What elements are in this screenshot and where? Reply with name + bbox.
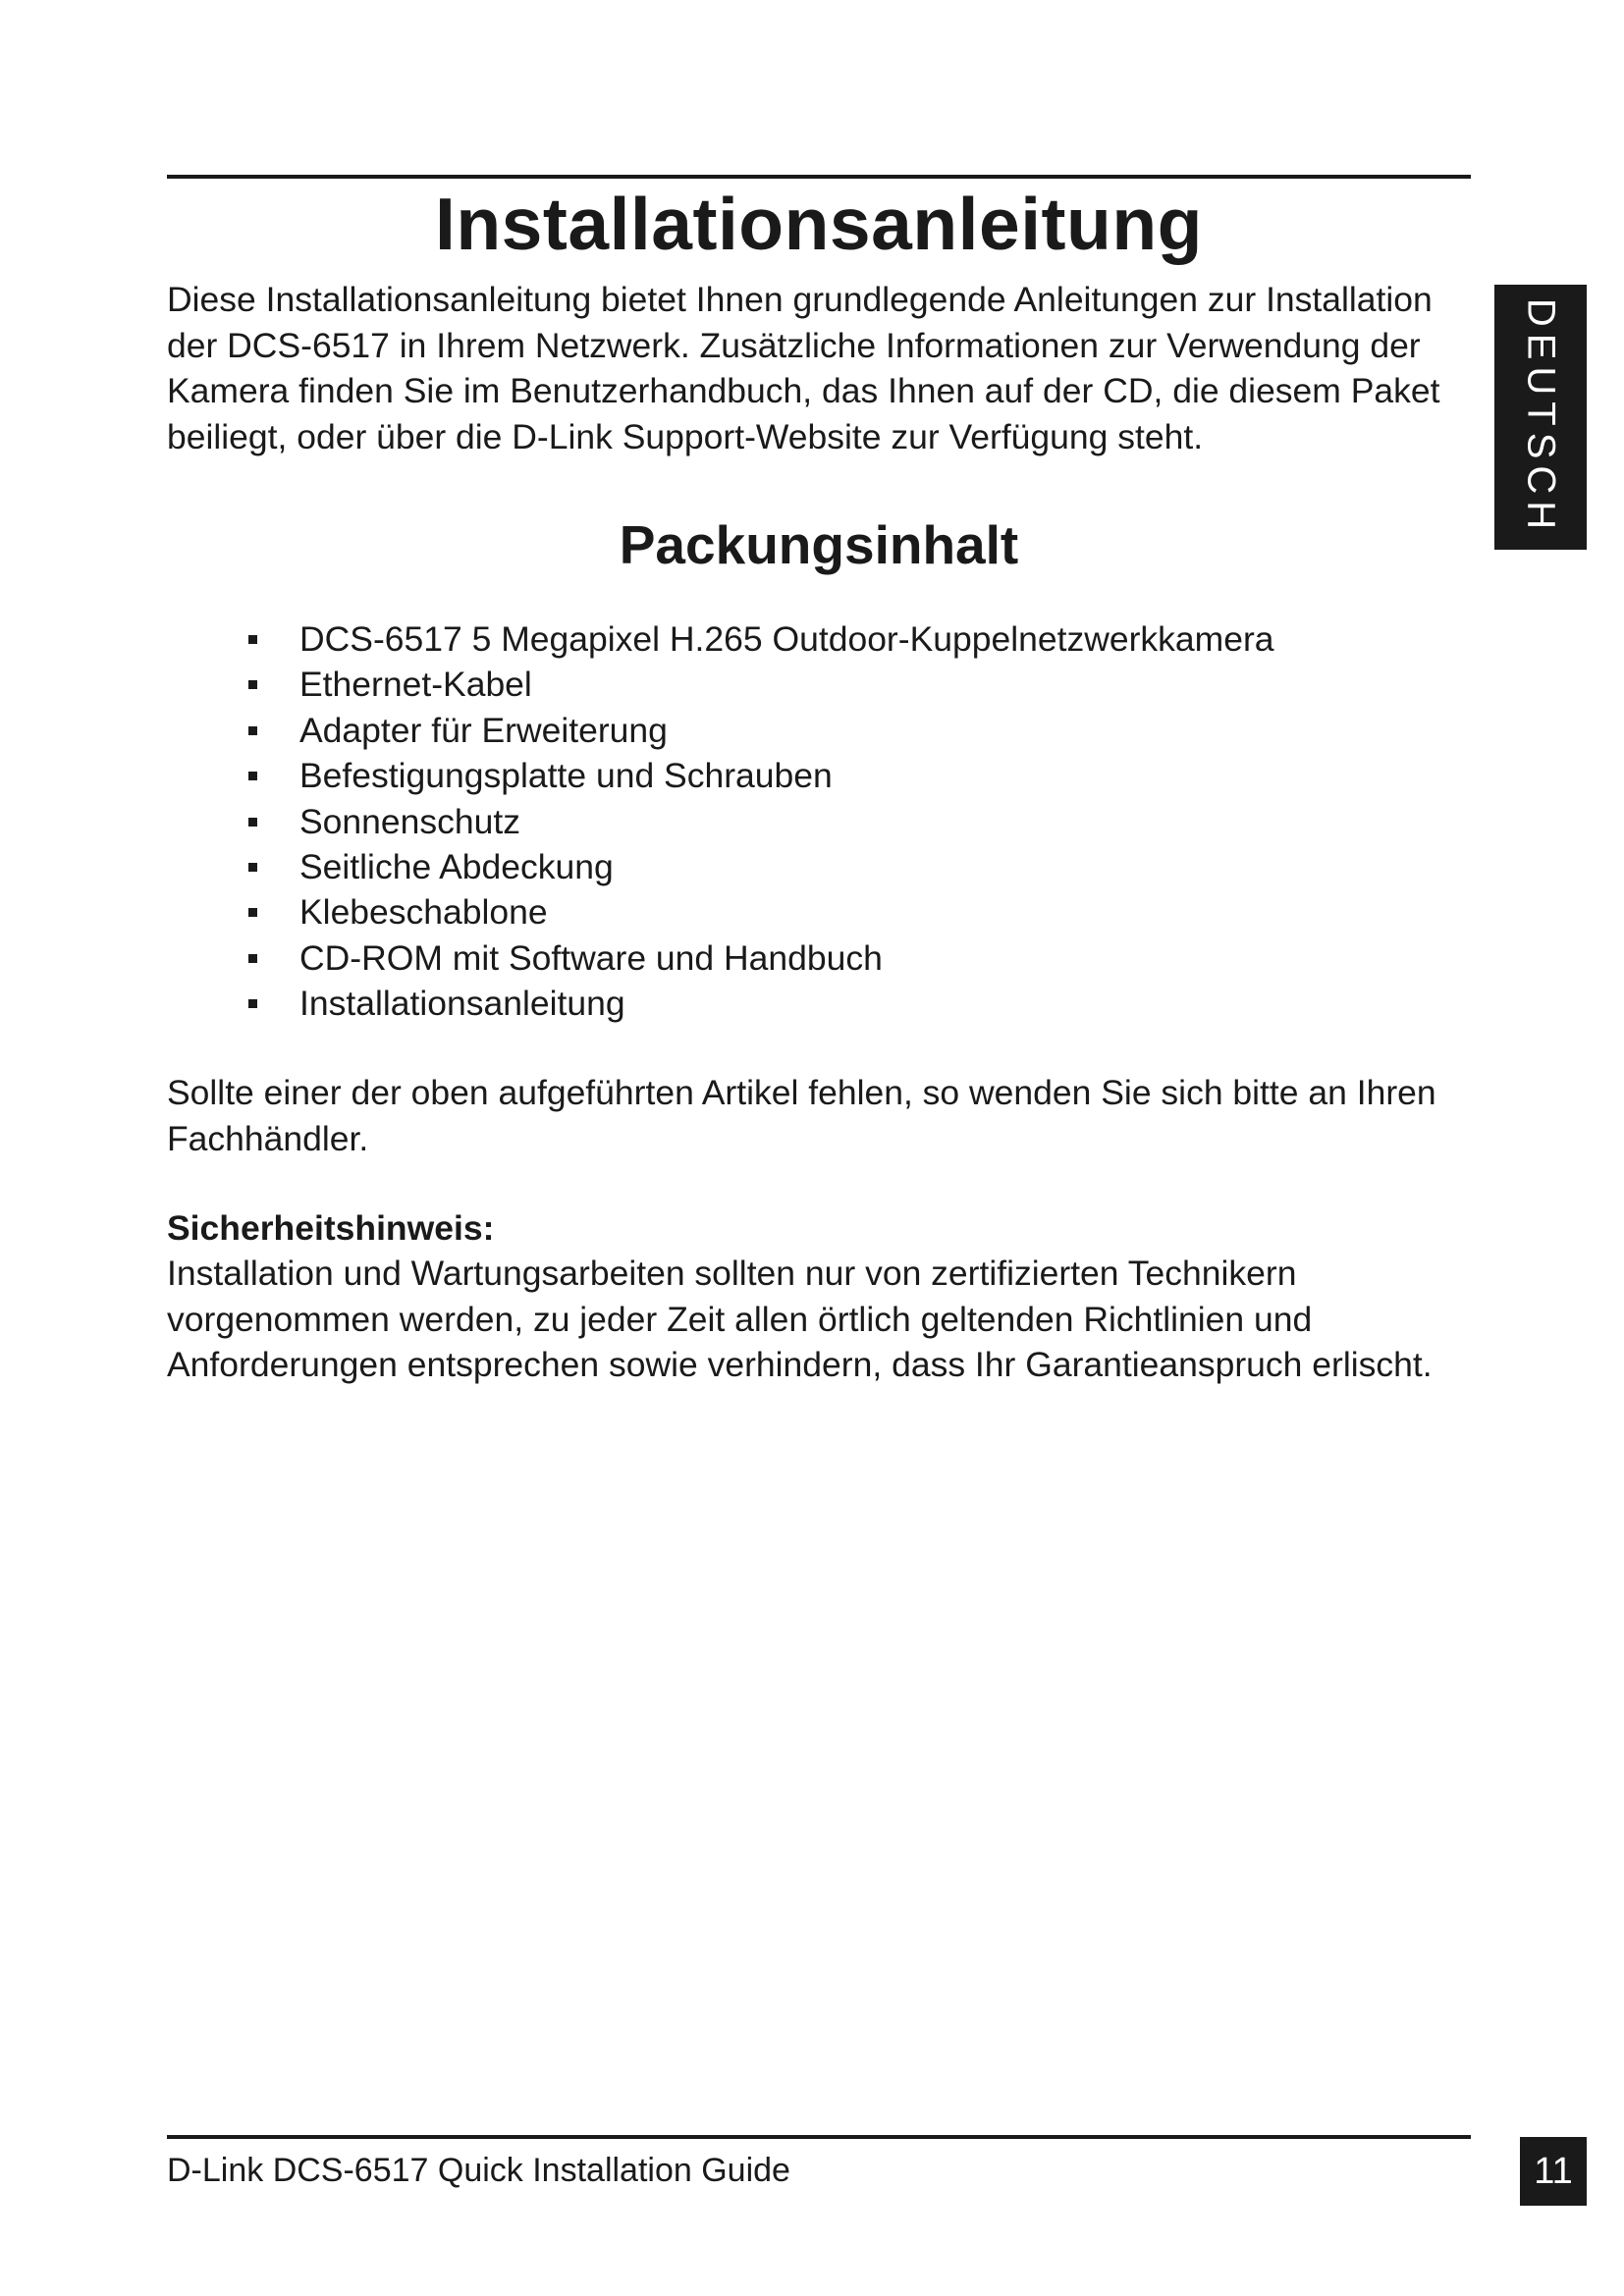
intro-line: Diese Installationsanleitung bietet Ihnen grundlegende Anleitungen zur Installation	[167, 280, 1433, 319]
safety-heading: Sicherheitshinweis:	[167, 1208, 495, 1248]
list-item	[245, 753, 1274, 798]
package-contents-heading: Packungsinhalt	[619, 514, 1019, 575]
list-item	[245, 616, 1274, 662]
missing-note-line: Fachhändler.	[167, 1118, 369, 1158]
list-item-label: DCS-6517 5 Megapixel H.265 Outdoor-Kuppelnetzwerkkamera	[299, 619, 1274, 659]
list-item	[245, 799, 1274, 844]
list-item-label: Seitliche Abdeckung	[299, 846, 614, 886]
list-item-label: Befestigungsplatte und Schrauben	[299, 756, 833, 796]
safety-line: Anforderungen entsprechen sowie verhindern, dass Ihr Garantieanspruch erlischt.	[167, 1345, 1433, 1384]
page-number: 11	[1520, 2137, 1587, 2206]
missing-items-note	[167, 1070, 1483, 1161]
safety-paragraph	[167, 1251, 1483, 1388]
bullet-icon	[248, 954, 257, 963]
intro-line: Kamera finden Sie im Benutzerhandbuch, das Ihnen auf der CD, die diesem Paket	[167, 371, 1440, 410]
safety-line: vorgenommen werden, zu jeder Zeit allen örtlich geltenden Richtlinien und	[167, 1299, 1313, 1339]
bullet-icon	[248, 999, 257, 1008]
safety-line: Installation und Wartungsarbeiten sollten nur von zertifizierten Technikern	[167, 1254, 1297, 1293]
list-item	[245, 662, 1274, 707]
package-contents-list	[245, 616, 1274, 1027]
language-tab	[1494, 285, 1587, 550]
list-item-label: Klebeschablone	[299, 892, 548, 933]
bullet-icon	[248, 680, 257, 689]
list-item-label: Ethernet-Kabel	[299, 665, 532, 705]
language-tab-label: DEUTSCH	[1519, 297, 1563, 537]
bullet-icon	[248, 635, 257, 644]
list-item	[245, 844, 1274, 889]
missing-note-line: Sollte einer der oben aufgeführten Artikel fehlen, so wenden Sie sich bitte an Ihren	[167, 1073, 1436, 1112]
bullet-icon	[248, 726, 257, 735]
list-item	[245, 889, 1274, 934]
bullet-icon	[248, 818, 257, 827]
footer-title: D-Link DCS-6517 Quick Installation Guide	[167, 2152, 790, 2189]
bullet-icon	[248, 772, 257, 780]
intro-paragraph	[167, 277, 1483, 459]
intro-line: beiliegt, oder über die D-Link Support-Website zur Verfügung steht.	[167, 416, 1204, 456]
footer-divider	[167, 2135, 1471, 2139]
list-item-label: Sonnenschutz	[299, 801, 520, 841]
list-item	[245, 981, 1274, 1026]
page-title: Installationsanleitung	[435, 183, 1203, 265]
intro-line: der DCS-6517 in Ihrem Netzwerk. Zusätzliche Informationen zur Verwendung der	[167, 325, 1421, 365]
list-item-label: Installationsanleitung	[299, 984, 625, 1024]
list-item	[245, 935, 1274, 981]
bullet-icon	[248, 863, 257, 872]
list-item	[245, 708, 1274, 753]
list-item-label: Adapter für Erweiterung	[299, 710, 668, 750]
bullet-icon	[248, 908, 257, 917]
list-item-label: CD-ROM mit Software und Handbuch	[299, 937, 883, 978]
